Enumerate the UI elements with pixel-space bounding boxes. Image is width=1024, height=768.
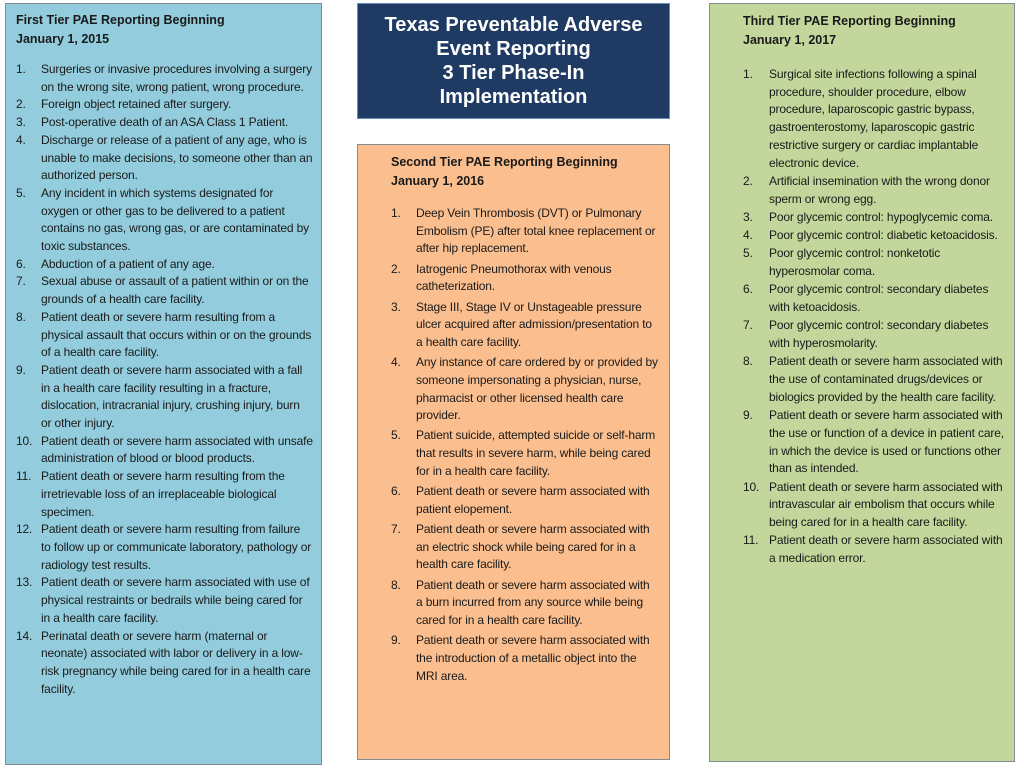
list-item-text: Abduction of a patient of any age. [41, 256, 215, 271]
tier2-heading: Second Tier PAE Reporting Beginning January 1, 2016 [391, 155, 618, 188]
list-item-text: Any instance of care ordered by or provided by someone impersonating a physician, nurse, pharmacist or other licensed health care provider. [416, 355, 658, 423]
list-number: 6. [16, 256, 26, 271]
list-item-text: Poor glycemic control: diabetic ketoacidosis. [769, 228, 998, 243]
list-item [16, 468, 313, 521]
list-item-text: Iatrogenic Pneumothorax with venous catheterization. [416, 261, 612, 294]
tier2-list [391, 205, 659, 685]
list-number: 9. [16, 362, 26, 377]
list-item-text: Surgeries or invasive procedures involving a surgery on the wrong site, wrong patient, wrong procedure. [41, 62, 313, 94]
list-item [16, 132, 313, 185]
list-item [743, 209, 1006, 227]
list-item-text: Patient death or severe harm associated with the introduction of a metallic object into the MRI area. [416, 633, 650, 683]
list-item-text: Foreign object retained after surgery. [41, 97, 232, 112]
list-item-text: Patient death or severe harm resulting from failure to follow up or communicate laboratory, pathology or radiology test results. [41, 522, 312, 572]
list-item [16, 114, 313, 132]
list-item-text: Patient death or severe harm associated with unsafe administration of blood or blood products. [41, 433, 313, 466]
tier1-panel [5, 3, 322, 765]
list-item-text: Patient death or severe harm associated with patient elopement. [416, 484, 650, 516]
list-item [391, 427, 659, 480]
list-number: 11. [16, 469, 32, 484]
list-number: 3. [16, 115, 26, 130]
list-item [391, 577, 659, 630]
list-item [16, 273, 313, 308]
list-item-text: Patient death or severe harm resulting from a physical assault that occurs within or on the grounds of a health care facility. [41, 309, 312, 360]
list-number: 14. [16, 628, 33, 643]
list-item-text: Surgical site infections following a spinal procedure, shoulder procedure, elbow procedure, laparoscopic gastric bypass, gastroenterostomy, laparoscopic gastric restrictive surgery or cardiac implantable electronic device. [769, 67, 979, 170]
tier3-panel [709, 3, 1015, 762]
list-number: 2. [16, 97, 26, 112]
list-item-text: Discharge or release of a patient of any age, who is unable to make decisions, to someone other than an authorized person. [41, 132, 313, 183]
list-item [16, 185, 313, 256]
title-box [357, 3, 670, 119]
tier3-list [743, 66, 1006, 568]
list-item-text: Patient death or severe harm associated with the use or function of a device in patient care, in which the device is used or functions other than as intended. [769, 408, 1004, 476]
list-item [391, 205, 659, 258]
list-number: 2. [391, 261, 401, 276]
tier1-list [16, 61, 313, 698]
list-item-text: Poor glycemic control: hypoglycemic coma. [769, 209, 993, 224]
list-item-text: Any incident in which systems designated for oxygen or other gas to be delivered to a patient contains no gas, wrong gas, or are contaminated by toxic substances. [41, 185, 309, 254]
list-number: 6. [743, 282, 753, 297]
list-item [16, 362, 313, 433]
list-number: 10. [743, 479, 760, 494]
list-item-text: Patient death or severe harm associated with a fall in a health care facility resulting in a fracture, dislocation, intracranial injury, crushing injury, burn or other injury. [41, 362, 303, 431]
list-item-text: Poor glycemic control: nonketotic hyperosmolar coma. [769, 246, 941, 279]
list-number: 3. [391, 299, 401, 314]
list-item [743, 532, 1006, 567]
list-item [743, 245, 1006, 280]
list-number: 1. [743, 67, 753, 81]
list-number: 7. [743, 318, 753, 333]
list-item-text: Deep Vein Thrombosis (DVT) or Pulmonary Embolism (PE) after total knee replacement or after hip replacement. [416, 206, 656, 256]
list-item [743, 407, 1006, 478]
list-item [16, 96, 313, 114]
list-item [16, 628, 313, 699]
list-item-text: Perinatal death or severe harm (maternal or neonate) associated with labor or delivery in a low-risk pregnancy while being cared for in a health care facility. [41, 628, 311, 696]
list-item-text: Stage III, Stage IV or Unstageable pressure ulcer acquired after admission/presentation to a health care facility. [416, 299, 652, 349]
list-number: 10. [16, 433, 33, 448]
page-title: Texas Preventable Adverse Event Reporting 3 Tier Phase-In Implementation [384, 14, 643, 108]
list-item [16, 61, 313, 96]
list-number: 8. [391, 577, 401, 592]
list-number: 4. [16, 132, 26, 147]
list-item [16, 574, 313, 627]
list-item-text: Patient death or severe harm associated with a burn incurred from any source while being cared for in a health care facility. [416, 577, 650, 627]
list-number: 6. [391, 484, 401, 499]
list-item [743, 281, 1006, 316]
list-item-text: Patient death or severe harm associated with intravascular air embolism that occurs while being cared for in a health care facility. [769, 479, 1003, 529]
tier2-panel [357, 144, 670, 760]
list-item [16, 256, 313, 274]
list-number: 5. [743, 246, 753, 261]
list-item [16, 521, 313, 574]
list-number: 5. [16, 185, 26, 200]
list-number: 3. [743, 209, 753, 224]
list-item-text: Patient death or severe harm associated with a medication error. [769, 533, 1003, 565]
list-item [391, 632, 659, 685]
list-number: 9. [391, 633, 401, 648]
list-item-text: Poor glycemic control: secondary diabetes with hyperosmolarity. [769, 318, 989, 351]
list-item [391, 483, 659, 518]
list-item [391, 299, 659, 352]
list-item-text: Patient death or severe harm resulting from the irretrievable loss of an irreplaceable biological specimen. [41, 469, 285, 519]
list-item [743, 317, 1006, 352]
list-number: 12. [16, 522, 33, 537]
list-item [391, 521, 659, 574]
list-item-text: Patient death or severe harm associated with the use of contaminated drugs/devices or biologics provided by the health care facility. [769, 354, 1003, 404]
list-item-text: Patient death or severe harm associated with an electric shock while being cared for in a health care facility. [416, 521, 650, 572]
list-item [16, 309, 313, 362]
list-item [391, 261, 659, 296]
list-number: 2. [743, 173, 753, 188]
list-number: 9. [743, 408, 753, 423]
list-item-text: Post-operative death of an ASA Class 1 Patient. [41, 115, 289, 130]
tier3-heading: Third Tier PAE Reporting Beginning January 1, 2017 [743, 14, 956, 47]
list-item-text: Patient suicide, attempted suicide or self-harm that results in severe harm, while being cared for in a health care facility. [416, 428, 656, 478]
list-item [743, 353, 1006, 406]
list-number: 7. [391, 521, 401, 536]
list-number: 13. [16, 575, 33, 590]
list-item [743, 479, 1006, 532]
list-number: 5. [391, 428, 401, 443]
list-number: 8. [743, 354, 753, 369]
list-item [743, 227, 1006, 245]
list-number: 4. [743, 228, 753, 243]
list-item [16, 433, 313, 468]
list-number: 1. [16, 62, 26, 76]
list-item-text: Patient death or severe harm associated with use of physical restraints or bedrails while being cared for in a health care facility. [41, 575, 310, 625]
list-item [743, 173, 1006, 208]
list-number: 8. [16, 309, 26, 324]
list-number: 4. [391, 355, 401, 370]
list-number: 11. [743, 533, 759, 548]
list-item [391, 354, 659, 425]
list-number: 1. [391, 206, 401, 220]
list-item-text: Poor glycemic control: secondary diabetes with ketoacidosis. [769, 282, 989, 315]
tier1-heading: First Tier PAE Reporting Beginning January 1, 2015 [16, 13, 225, 46]
list-item-text: Sexual abuse or assault of a patient within or on the grounds of a health care facility. [41, 274, 309, 307]
list-number: 7. [16, 274, 26, 289]
list-item-text: Artificial insemination with the wrong donor sperm or wrong egg. [769, 173, 990, 206]
list-item [743, 66, 1006, 172]
